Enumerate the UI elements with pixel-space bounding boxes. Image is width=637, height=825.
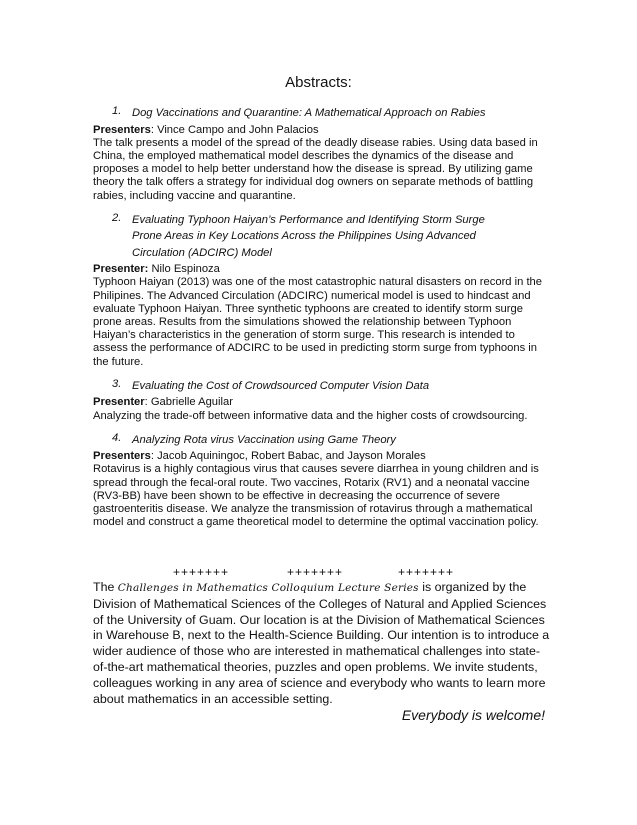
presenters-separator: : [150,123,158,136]
abstract-number: 4. [112,431,122,444]
abstract-title [93,378,548,395]
presenters-label: Presenter [93,396,145,409]
presenters-names: Gabrielle Aguilar [150,396,233,409]
abstract-title [93,105,548,122]
presenters-label: Presenter: [93,263,149,276]
abstract-title [93,432,548,449]
separator-mark: +++++++ [287,565,344,579]
presenters-names: Vince Campo and John Palacios [157,123,319,136]
abstract-number: 3. [112,377,122,390]
presenters-label: Presenters [93,450,151,463]
abstract-title-text: Evaluating Typhoon Haiyan’s Performance and Identifying Storm Surge Prone Areas in Key Locations Across the Philippines Using Advanced Circulation (ADCIRC) Model [132,213,485,259]
page-title: Abstracts: [285,74,352,91]
welcome-note: Everybody is welcome! [401,707,545,723]
separator-mark: +++++++ [398,565,455,579]
abstract-item [93,212,548,369]
abstract-presenters [93,263,548,276]
abstract-number: 2. [112,211,122,224]
abstracts-list [93,105,548,538]
abstract-title-text: Evaluating the Cost of Crowdsourced Computer Vision Data [132,379,430,392]
presenters-label: Presenters [93,123,151,136]
abstract-number: 1. [112,105,122,117]
abstract-title-text: Analyzing Rota virus Vaccination using Game Theory [132,433,396,446]
lecture-series-name: Challenges in Mathematics Colloquium Lecture Series [117,582,419,594]
closing-lead: The [93,580,118,594]
abstract-item [93,378,548,423]
presenters-names: Jacob Aquiningoc, Robert Babac, and Jayson Morales [157,450,426,463]
closing-paragraph [93,580,553,707]
abstract-presenters [93,450,548,463]
closing-text: is organized by the Division of Mathematical Sciences of the Colleges of Natural and Applied Sciences of the University of Guam. Our location is at the Division of Mathematical Sciences in Warehouse B, next to the Health-Science Building. Our intention is to introduce a wider audience of those who are interested in mathematical challenges into state-of-the-art mathematical theories, puzzles and open problems. We invite students, colleagues working in any area of science and everybody who wants to learn more about mathematics in an accessible setting. [93,580,550,706]
presenters-separator: : [150,450,158,463]
abstract-body: Analyzing the trade-off between informative data and the higher costs of crowdsourcing. [93,409,528,422]
abstract-item [93,432,548,530]
separator-mark: +++++++ [173,565,230,579]
abstract-title [93,212,548,262]
abstract-presenters [93,396,548,409]
abstract-body: Rotavirus is a highly contagious virus that causes severe diarrhea in young children and is spread through the fecal-oral route. Two vaccines, Rotarix (RV1) and a neonatal vaccine (RV3-BB) have been shown to be effective in decreasing the occurrence of severe gastroenteritis disease. We analyze the transmission of rotavirus through a mathematical model and construct a game theoretical model to determine the optimal vaccination policy. [93,463,539,529]
abstract-body: The talk presents a model of the spread of the deadly disease rabies. Using data based in China, the employed mathematical model describes the dynamics of the disease and proposes a model to help better understand how the disease is spread. By utilizing game theory the talk offers a strategy for individual dog owners on separate methods of battling rabies, including vaccine and quarantine. [93,136,538,202]
abstract-item [93,105,548,203]
abstract-body: Typhoon Haiyan (2013) was one of the most catastrophic natural disasters on record in the Philipines. The Advanced Circulation (ADCIRC) numerical model is used to hindcast and evaluate Typhoon Haiyan. Three synthetic typhoons are created to identify storm surge prone areas. Results from the simulations showed the relationship between Typhoon Haiyan’s characteristics in the generation of storm surge. This research is intended to assess the performance of ADCIRC to be used in predicting storm surge from typhoons in the future. [93,276,542,368]
abstract-title-text: Dog Vaccinations and Quarantine: A Mathematical Approach on Rabies [132,107,486,119]
abstract-presenters [93,124,548,137]
presenters-separator: : [144,396,151,409]
presenters-names: Nilo Espinoza [151,263,220,276]
